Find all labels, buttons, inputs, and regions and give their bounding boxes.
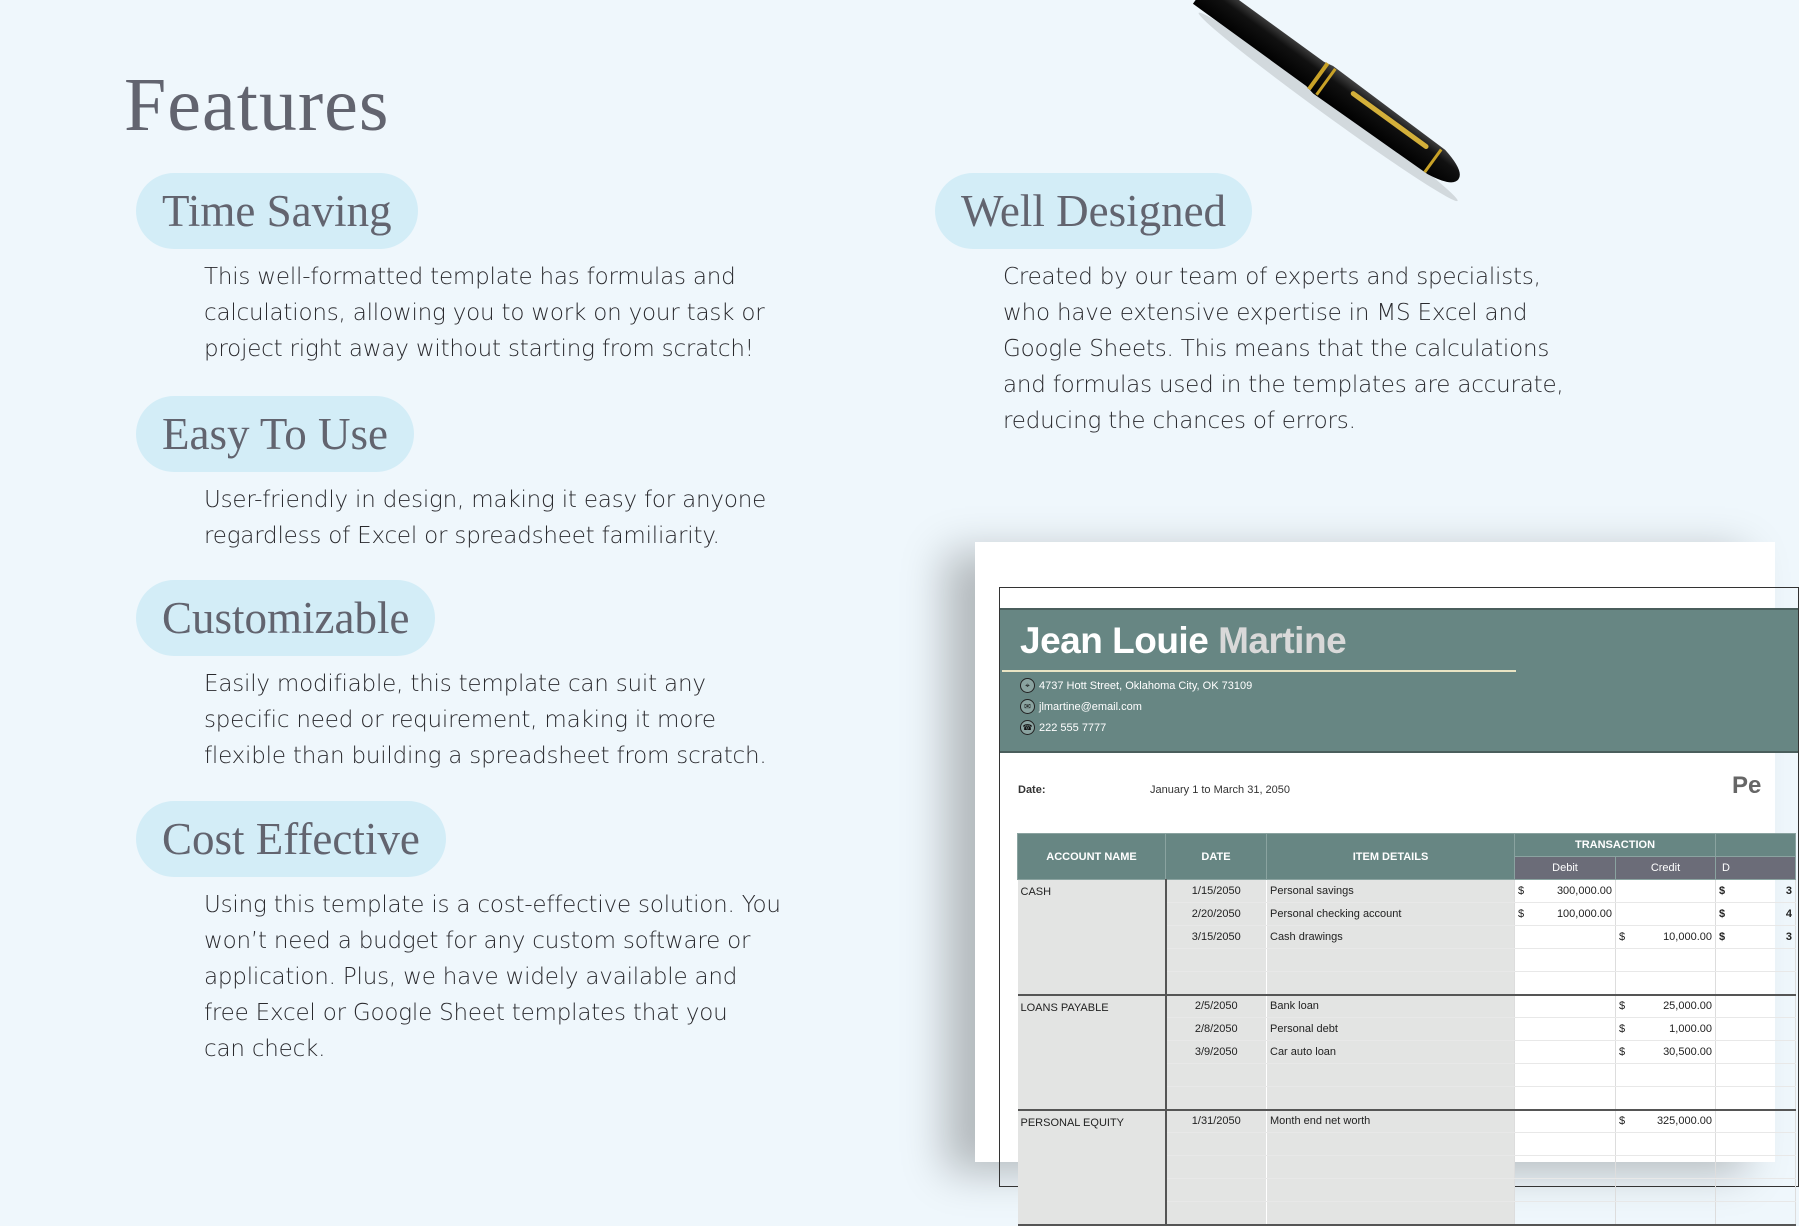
- description-line: flexible than building a spreadsheet from scratch.: [204, 743, 767, 769]
- row-date: 2/8/2050: [1166, 1018, 1267, 1041]
- feature-description: [204, 666, 766, 774]
- address-line: ⌖ 4737 Hott Street, Oklahoma City, OK 73109: [1020, 678, 1252, 693]
- row-item: Personal savings: [1267, 880, 1515, 903]
- row-credit: $ 10,000.00: [1616, 926, 1716, 949]
- row-date: 1/31/2050: [1166, 1110, 1267, 1133]
- description-line: reducing the chances of errors.: [1003, 408, 1356, 434]
- description-line: specific need or requirement, making it more: [204, 707, 716, 733]
- feature-heading: Easy To Use: [136, 396, 414, 472]
- col-debit: Debit: [1515, 857, 1616, 880]
- description-line: calculations, allowing you to work on your task or: [204, 300, 765, 326]
- account-name: PERSONAL EQUITY: [1018, 1110, 1166, 1225]
- phone-line: ☎ 222 555 7777: [1020, 720, 1106, 735]
- feature-description: [1003, 259, 1564, 439]
- row-bal: [1716, 995, 1796, 1018]
- description-line: Using this template is a cost-effective solution. You: [204, 892, 781, 918]
- row-credit: [1616, 903, 1716, 926]
- sheet-title: Pe: [1732, 772, 1762, 799]
- row-date: 2/20/2050: [1166, 903, 1267, 926]
- spreadsheet-preview: [975, 542, 1792, 1162]
- row-debit: [1515, 1041, 1616, 1064]
- description-line: application. Plus, we have widely available and: [204, 964, 738, 990]
- row-bal: [1716, 1110, 1796, 1133]
- email-line: ✉ jlmartine@email.com: [1020, 699, 1142, 714]
- row-credit: $ 25,000.00: [1616, 995, 1716, 1018]
- description-line: Created by our team of experts and specialists,: [1003, 264, 1541, 290]
- col-account: ACCOUNT NAME: [1018, 834, 1166, 880]
- row-credit: [1616, 880, 1716, 903]
- col-date: DATE: [1166, 834, 1267, 880]
- row-date: 1/15/2050: [1166, 880, 1267, 903]
- description-line: and formulas used in the templates are accurate,: [1003, 372, 1564, 398]
- table-row: [1018, 1110, 1796, 1133]
- fountain-pen-image: [1186, 0, 1473, 202]
- row-bal: $ 3: [1716, 926, 1796, 949]
- mail-icon: ✉: [1020, 699, 1035, 714]
- row-bal: [1716, 1041, 1796, 1064]
- location-icon: ⌖: [1020, 678, 1035, 693]
- feature-easy-to-use: [136, 396, 766, 554]
- description-line: project right away without starting from scratch!: [204, 336, 754, 362]
- description-line: Google Sheets. This means that the calculations: [1003, 336, 1550, 362]
- owner-name: Jean Louie Martine: [1020, 620, 1347, 661]
- col-credit: Credit: [1616, 857, 1716, 880]
- row-debit: $ 100,000.00: [1515, 903, 1616, 926]
- description-line: free Excel or Google Sheet templates that you: [204, 1000, 728, 1026]
- page-title: Features: [124, 63, 390, 147]
- row-item: Personal checking account: [1267, 903, 1515, 926]
- row-debit: [1515, 1110, 1616, 1133]
- row-debit: [1515, 926, 1616, 949]
- feature-heading: Cost Effective: [136, 801, 446, 877]
- col-next: [1716, 834, 1796, 857]
- row-item: Month end net worth: [1267, 1110, 1515, 1133]
- description-line: regardless of Excel or spreadsheet familiarity.: [204, 523, 720, 549]
- description-line: Easily modifiable, this template can suit any: [204, 671, 706, 697]
- col-next-sub: D: [1716, 857, 1796, 880]
- row-credit: $ 1,000.00: [1616, 1018, 1716, 1041]
- col-item: ITEM DETAILS: [1267, 834, 1515, 880]
- divider: [1002, 670, 1516, 672]
- col-transaction: TRANSACTION: [1515, 834, 1716, 857]
- feature-well-designed: [935, 173, 1564, 439]
- feature-heading: Customizable: [136, 580, 435, 656]
- row-bal: [1716, 1018, 1796, 1041]
- phone-icon: ☎: [1020, 720, 1035, 735]
- sheet-header: [1000, 608, 1798, 753]
- feature-customizable: [136, 580, 766, 774]
- description-line: This well-formatted template has formulas and: [204, 264, 736, 290]
- description-line: User-friendly in design, making it easy for anyone: [204, 487, 767, 513]
- feature-time-saving: [136, 173, 765, 367]
- row-debit: $ 300,000.00: [1515, 880, 1616, 903]
- row-date: 3/15/2050: [1166, 926, 1267, 949]
- feature-description: [204, 482, 766, 554]
- feature-heading: Time Saving: [136, 173, 418, 249]
- row-item: Bank loan: [1267, 995, 1515, 1018]
- table-row: [1018, 995, 1796, 1018]
- row-debit: [1515, 995, 1616, 1018]
- row-credit: $ 30,500.00: [1616, 1041, 1716, 1064]
- account-name: LOANS PAYABLE: [1018, 995, 1166, 1110]
- row-debit: [1515, 1018, 1616, 1041]
- ledger-table: [1017, 833, 1796, 1226]
- date-label: Date:: [1018, 784, 1046, 796]
- row-bal: $ 4: [1716, 903, 1796, 926]
- row-date: 2/5/2050: [1166, 995, 1267, 1018]
- description-line: who have extensive expertise in MS Excel and: [1003, 300, 1528, 326]
- row-date: 3/9/2050: [1166, 1041, 1267, 1064]
- date-value: January 1 to March 31, 2050: [1150, 784, 1291, 796]
- description-line: won’t need a budget for any custom software or: [204, 928, 751, 954]
- feature-cost-effective: [136, 801, 781, 1067]
- row-credit: $ 325,000.00: [1616, 1110, 1716, 1133]
- row-item: Car auto loan: [1267, 1041, 1515, 1064]
- feature-heading: Well Designed: [935, 173, 1252, 249]
- table-row: [1018, 880, 1796, 903]
- row-bal: $ 3: [1716, 880, 1796, 903]
- feature-description: [204, 259, 765, 367]
- account-name: CASH: [1018, 880, 1166, 995]
- row-item: Cash drawings: [1267, 926, 1515, 949]
- feature-description: [204, 887, 781, 1067]
- row-item: Personal debt: [1267, 1018, 1515, 1041]
- description-line: can check.: [204, 1036, 326, 1062]
